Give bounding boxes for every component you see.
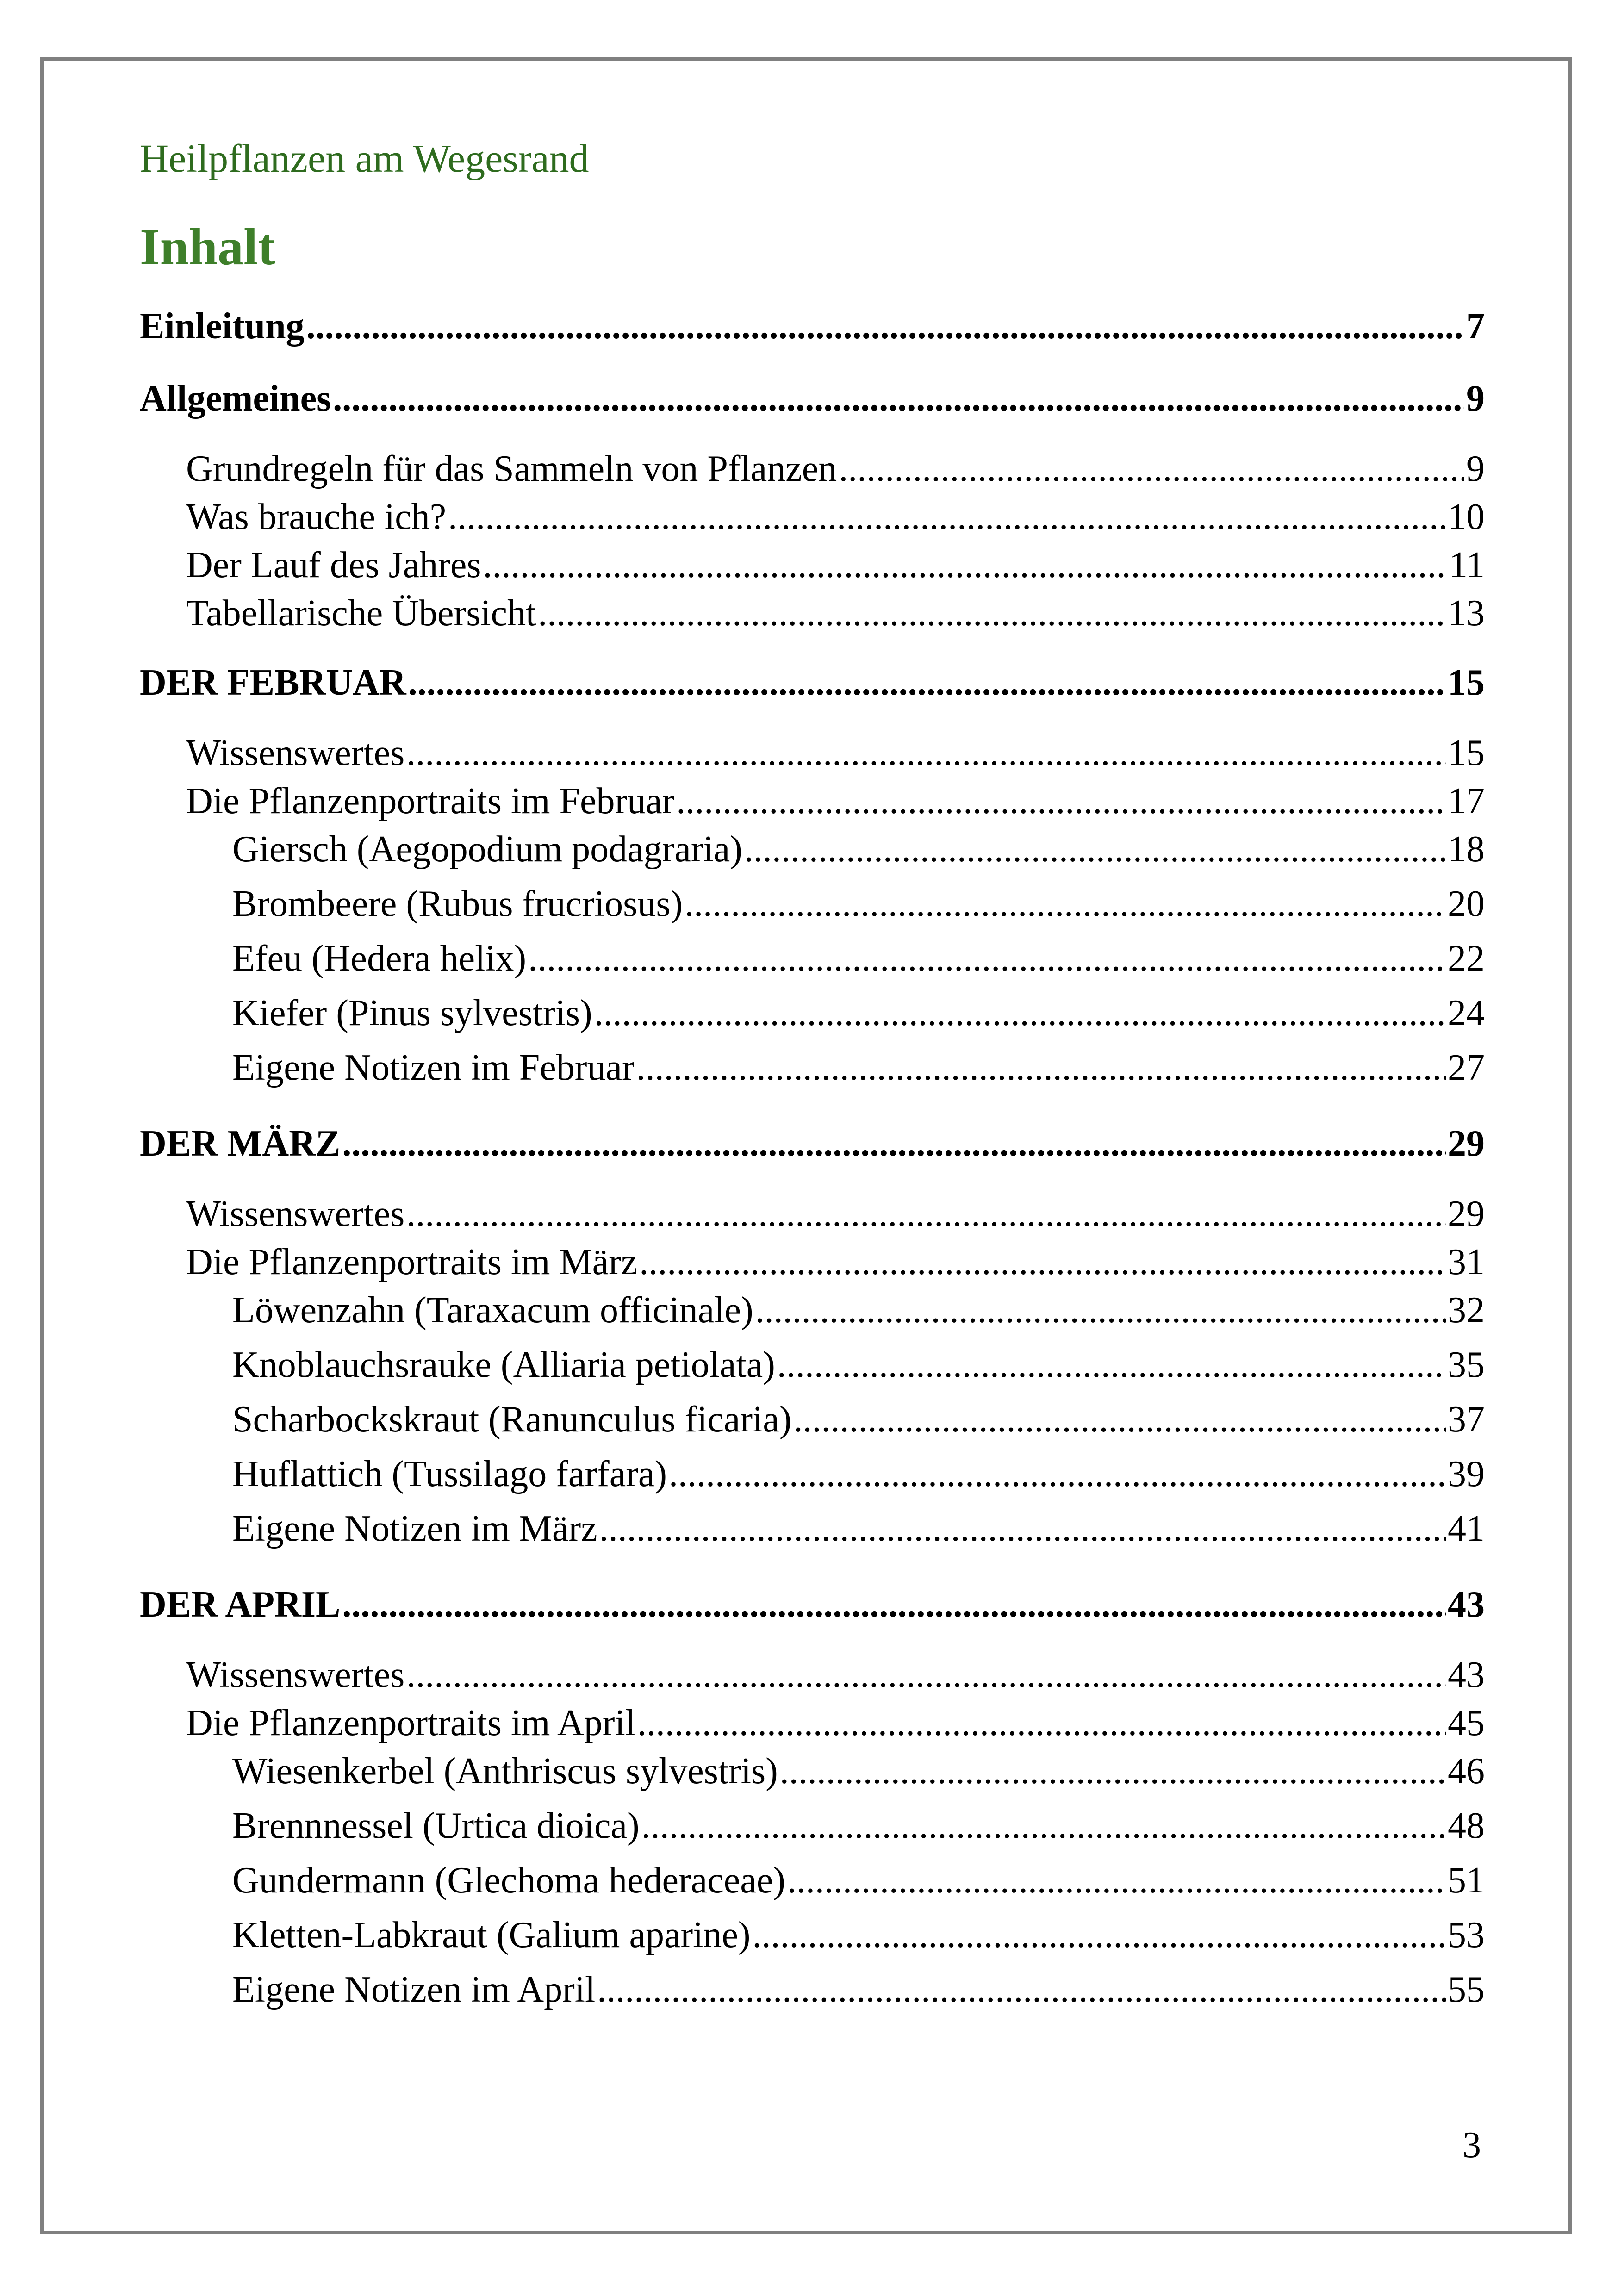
toc-entry-page: 11 [1449, 545, 1485, 585]
toc-leader-dots [406, 732, 1446, 774]
toc-entry[interactable] [140, 1969, 1485, 2023]
toc-entry-page: 32 [1448, 1290, 1485, 1331]
toc-leader-dots [780, 1750, 1446, 1792]
toc-entry[interactable] [140, 732, 1485, 780]
toc-entry[interactable] [140, 1123, 1485, 1174]
toc-entry-label: Huflattich (Tussilago farfara) [232, 1454, 667, 1494]
toc-leader-dots [685, 883, 1446, 925]
toc-entry-page: 48 [1448, 1805, 1485, 1846]
toc-leader-dots [777, 1344, 1446, 1386]
toc-entry-label: Efeu (Hedera helix) [232, 938, 527, 979]
toc-entry-label: Grundregeln für das Sammeln von Pflanzen [186, 448, 837, 489]
toc-entry-label: Tabellarische Übersicht [186, 593, 536, 634]
toc-entry-page: 31 [1448, 1242, 1485, 1282]
toc-entry-label: Eigene Notizen im April [232, 1969, 596, 2010]
toc-entry-page: 43 [1448, 1655, 1485, 1695]
toc-entry-page: 55 [1448, 1969, 1485, 2010]
toc-entry[interactable] [140, 828, 1485, 883]
toc-leader-dots [597, 1969, 1446, 2011]
toc-leader-dots [408, 662, 1446, 704]
toc-entry-page: 9 [1466, 378, 1485, 419]
toc-entry[interactable] [140, 1453, 1485, 1508]
toc-entry-page: 37 [1448, 1399, 1485, 1440]
toc-entry-page: 35 [1448, 1344, 1485, 1385]
toc-entry-label: Die Pflanzenportraits im April [186, 1703, 635, 1743]
toc-leader-dots [637, 1702, 1446, 1744]
toc-entry-label: Der Lauf des Jahres [186, 545, 481, 585]
toc-entry-label: Eigene Notizen im März [232, 1508, 597, 1549]
toc-entry-page: 29 [1448, 1194, 1485, 1234]
toc-entry-label: Allgemeines [140, 378, 331, 419]
toc-entry-page: 22 [1448, 938, 1485, 979]
toc-entry-page: 45 [1448, 1703, 1485, 1743]
toc-leader-dots [669, 1453, 1446, 1495]
toc-entry-label: Wissenswertes [186, 1194, 405, 1234]
toc-entry[interactable] [140, 448, 1485, 496]
toc-entry-label: Kiefer (Pinus sylvestris) [232, 993, 592, 1033]
toc-entry-page: 20 [1448, 884, 1485, 924]
toc-entry[interactable] [140, 1584, 1485, 1635]
toc-entry-page: 15 [1448, 662, 1485, 703]
toc-entry[interactable] [140, 1654, 1485, 1702]
toc-leader-dots [406, 1654, 1446, 1696]
toc-entry[interactable] [140, 662, 1485, 713]
toc-leader-dots [639, 1241, 1446, 1283]
toc-entry-label: Brombeere (Rubus frucriosus) [232, 884, 683, 924]
toc-entry[interactable] [140, 305, 1485, 356]
toc-leader-dots [528, 938, 1446, 980]
toc-entry-page: 13 [1448, 593, 1485, 634]
toc-entry-label: Wiesenkerbel (Anthriscus sylvestris) [232, 1751, 778, 1792]
toc-leader-dots [641, 1805, 1446, 1847]
toc-leader-dots [448, 496, 1446, 538]
toc-leader-dots [599, 1508, 1446, 1550]
toc-leader-dots [594, 992, 1446, 1034]
toc-entry-label: Giersch (Aegopodium podagraria) [232, 829, 742, 870]
toc-entry[interactable] [140, 883, 1485, 938]
toc-entry[interactable] [140, 780, 1485, 828]
toc-entry-label: Brennnessel (Urtica dioica) [232, 1805, 640, 1846]
toc-entry[interactable] [140, 592, 1485, 641]
toc-entry-label: Die Pflanzenportraits im März [186, 1242, 638, 1282]
toc-leader-dots [636, 1047, 1446, 1089]
toc-leader-dots [753, 1914, 1446, 1956]
toc-entry[interactable] [140, 1508, 1485, 1562]
toc-leader-dots [406, 1193, 1446, 1235]
toc-entry-page: 53 [1448, 1915, 1485, 1955]
toc-entry[interactable] [140, 938, 1485, 992]
toc-entry-label: Wissenswertes [186, 1655, 405, 1695]
toc-entry-page: 41 [1448, 1508, 1485, 1549]
toc-leader-dots [538, 592, 1446, 635]
toc-entry[interactable] [140, 544, 1485, 592]
toc-entry-page: 43 [1448, 1584, 1485, 1625]
toc-entry[interactable] [140, 1241, 1485, 1289]
toc-entry[interactable] [140, 1399, 1485, 1453]
toc-entry-label: Eigene Notizen im Februar [232, 1047, 635, 1088]
toc-entry[interactable] [140, 1702, 1485, 1750]
toc-entry-page: 27 [1448, 1047, 1485, 1088]
toc-entry-label: Scharbockskraut (Ranunculus ficaria) [232, 1399, 792, 1440]
toc-entry[interactable] [140, 1289, 1485, 1344]
page-number: 3 [1462, 2125, 1481, 2165]
toc-entry-page: 10 [1448, 497, 1485, 537]
toc-entry[interactable] [140, 496, 1485, 544]
toc-leader-dots [744, 828, 1446, 871]
toc-leader-dots [342, 1584, 1446, 1626]
toc-entry-page: 15 [1448, 733, 1485, 773]
toc-entry-page: 7 [1466, 306, 1485, 347]
toc-entry-label: DER APRIL [140, 1584, 341, 1625]
toc-leader-dots [755, 1289, 1446, 1332]
toc-leader-dots [839, 448, 1464, 490]
toc-entry-page: 17 [1448, 781, 1485, 821]
toc-entry-page: 18 [1448, 829, 1485, 870]
toc-entry[interactable] [140, 1193, 1485, 1241]
toc-entry-page: 39 [1448, 1454, 1485, 1494]
toc-entry-label: Die Pflanzenportraits im Februar [186, 781, 675, 821]
toc-entry-label: Löwenzahn (Taraxacum officinale) [232, 1290, 753, 1331]
running-header: Heilpflanzen am Wegesrand [140, 136, 589, 180]
toc-leader-dots [793, 1399, 1446, 1441]
toc-entry-page: 51 [1448, 1860, 1485, 1901]
toc-entry-page: 29 [1448, 1123, 1485, 1164]
toc-entry[interactable] [140, 1860, 1485, 1914]
toc-entry-label: Kletten-Labkraut (Galium aparine) [232, 1915, 751, 1955]
toc-entry-page: 46 [1448, 1751, 1485, 1792]
toc-leader-dots [676, 780, 1446, 822]
toc-entry-label: Was brauche ich? [186, 497, 447, 537]
toc-entry-label: DER MÄRZ [140, 1123, 341, 1164]
page-title: Inhalt [140, 218, 275, 276]
toc-entry[interactable] [140, 1047, 1485, 1101]
toc-entry[interactable] [140, 1344, 1485, 1399]
table-of-contents [140, 305, 1485, 2023]
toc-entry[interactable] [140, 378, 1485, 429]
toc-entry-label: Knoblauchsrauke (Alliaria petiolata) [232, 1344, 775, 1385]
toc-entry-label: Gundermann (Glechoma hederaceae) [232, 1860, 785, 1901]
toc-leader-dots [342, 1123, 1446, 1165]
toc-entry[interactable] [140, 992, 1485, 1047]
toc-entry-page: 9 [1466, 448, 1485, 489]
toc-entry[interactable] [140, 1750, 1485, 1805]
toc-entry-label: DER FEBRUAR [140, 662, 406, 703]
toc-entry-label: Einleitung [140, 306, 305, 347]
toc-leader-dots [787, 1860, 1446, 1902]
toc-leader-dots [306, 305, 1464, 348]
toc-entry-page: 24 [1448, 993, 1485, 1033]
toc-leader-dots [333, 378, 1464, 420]
toc-leader-dots [483, 544, 1447, 586]
toc-entry-label: Wissenswertes [186, 733, 405, 773]
toc-entry[interactable] [140, 1805, 1485, 1860]
toc-entry[interactable] [140, 1914, 1485, 1969]
